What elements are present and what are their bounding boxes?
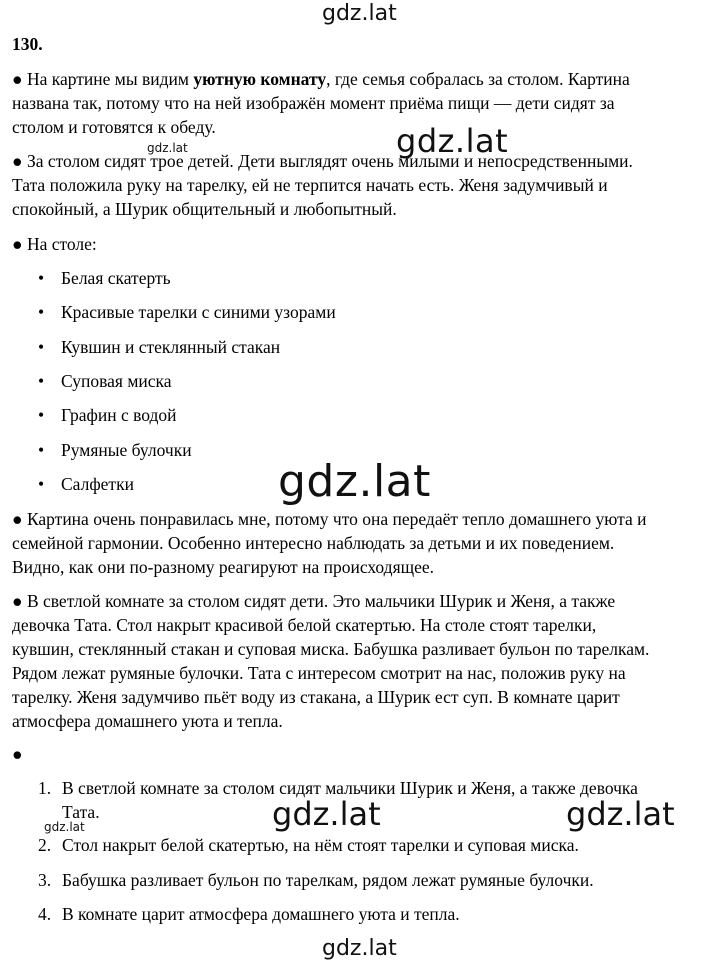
watermark-center: gdz.lat [278, 456, 431, 507]
list-item-text: Салфетки [61, 474, 134, 494]
paragraph-line: названа так, потому что на ней изображён момент приёма пищи — дети сидят за [12, 93, 615, 113]
watermark-middle-right: gdz.lat [396, 122, 509, 160]
list-item-text: Кувшин и стеклянный стакан [61, 337, 281, 357]
list-item-text: Красивые тарелки с синими узорами [61, 302, 336, 322]
paragraph-1 [12, 67, 712, 139]
bold-text: уютную комнату [193, 69, 327, 89]
watermark-small: gdz.lat [147, 141, 188, 155]
plan-item-text: Стол накрыт белой скатертью, на нём стоят тарелки и суповая миска. [62, 835, 579, 855]
plan-item-text: Бабушка разливает бульон по тарелкам, рядом лежат румяные булочки. [62, 870, 594, 890]
paragraph-line: атмосфера домашнего уюта и тепла. [12, 711, 283, 731]
plan-item-number: 4. [38, 904, 52, 924]
paragraph-5 [12, 589, 712, 733]
watermark-lower-right: gdz.lat [566, 795, 675, 833]
paragraph-4 [12, 507, 712, 579]
paragraph-line: ● Картина очень понравилась мне, потому что она передаёт тепло домашнего уюта и [12, 509, 647, 529]
paragraph-line: ● В светлой комнате за столом сидят дети. Это мальчики Шурик и Женя, а также [12, 591, 616, 611]
plan-item-text: Тата. [62, 802, 100, 822]
paragraph-2 [12, 149, 712, 221]
list-item-text: Румяные булочки [61, 440, 192, 460]
plan-item-number: 2. [38, 835, 52, 855]
text-run: ● На картине мы видим [12, 69, 194, 89]
paragraph-line: девочка Тата. Стол накрыт красивой белой скатертью. На столе стоят тарелки, [12, 615, 597, 635]
plan-item-number: 3. [38, 870, 52, 890]
paragraph-line: кувшин, стеклянный стакан и суповая миска. Бабушка разливает бульон по тарелкам. [12, 639, 650, 659]
paragraph-line: тарелку. Женя задумчиво пьёт воду из стакана, а Шурик ест суп. В комнате царит [12, 687, 620, 707]
paragraph-line: столом и готовятся к обеду. [12, 117, 216, 137]
list-item-text: Графин с водой [61, 405, 177, 425]
paragraph-line: Рядом лежат румяные булочки. Тата с интересом смотрит на нас, положив руку на [12, 663, 626, 683]
watermark-top: gdz.lat [322, 1, 397, 26]
paragraph-3: ● На столе: [12, 234, 97, 254]
list-item-text: Белая скатерть [61, 268, 171, 288]
paragraph-line: Тата положила руку на тарелку, ей не терпится начать есть. Женя задумчивый и [12, 175, 608, 195]
paragraph-line: семейной гармонии. Особенно интересно наблюдать за детьми и их поведением. [12, 533, 615, 553]
watermark-bottom: gdz.lat [322, 936, 397, 961]
paragraph-line: ● За столом сидят трое детей. Дети выглядят очень милыми и непосредственными. [12, 151, 633, 171]
watermark-small-lower: gdz.lat [44, 820, 85, 834]
watermark-lower-left: gdz.lat [272, 795, 381, 833]
plan-item-text: В комнате царит атмосфера домашнего уюта и тепла. [62, 904, 460, 924]
plan-item-number: 1. [38, 778, 52, 798]
exercise-number: 130. [12, 34, 43, 54]
paragraph-line [12, 67, 712, 91]
list-item-text: Суповая миска [61, 371, 172, 391]
plan-bullet: ● [12, 744, 23, 764]
text-run: , где семья собралась за столом. Картина [326, 69, 630, 89]
plan-item-text: В светлой комнате за столом сидят мальчики Шурик и Женя, а также девочка [62, 778, 638, 798]
paragraph-line: спокойный, а Шурик общительный и любопытный. [12, 199, 397, 219]
paragraph-line: Видно, как они по-разному реагируют на происходящее. [12, 557, 435, 577]
